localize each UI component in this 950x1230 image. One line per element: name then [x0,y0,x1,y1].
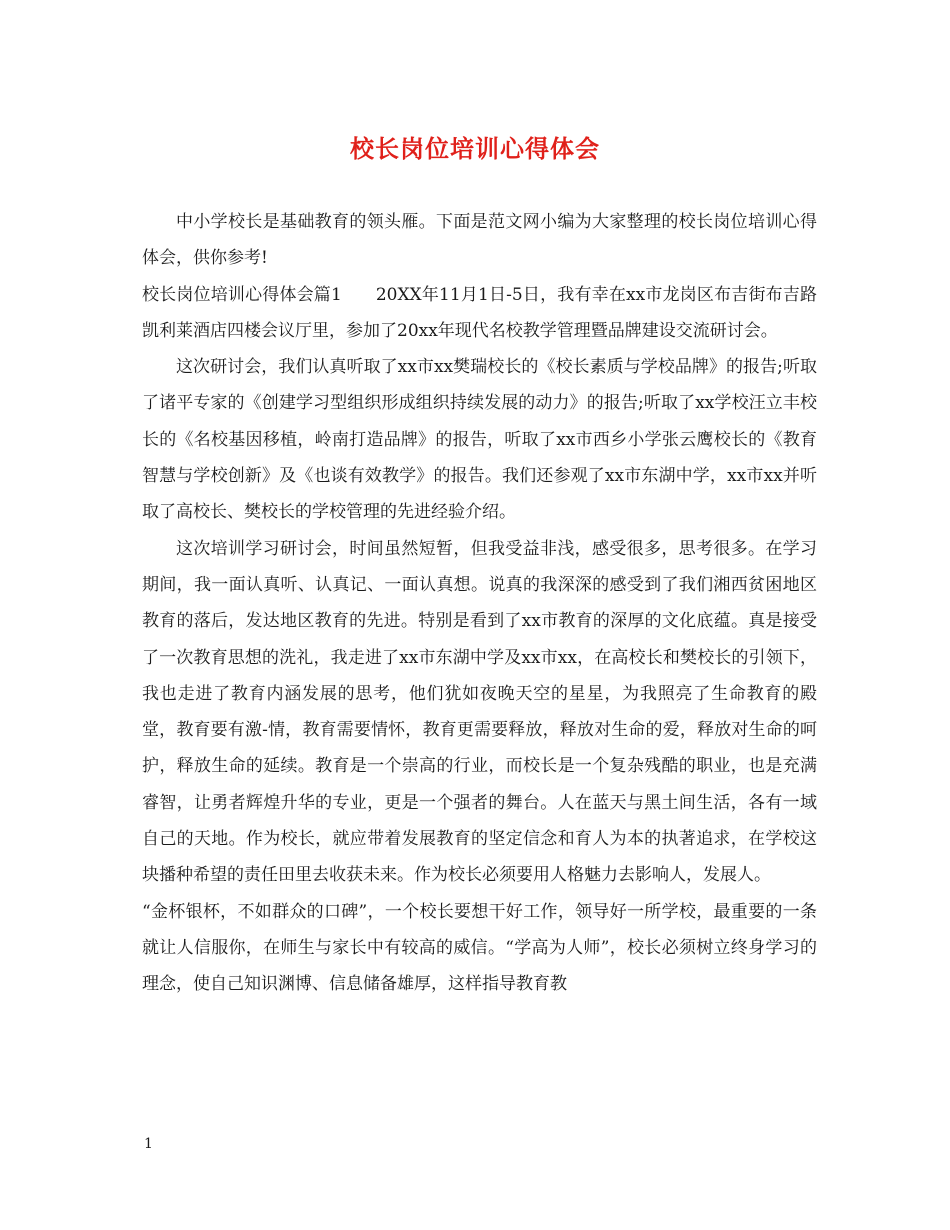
section-heading: 校长岗位培训心得体会篇1 [142,284,342,305]
section-1-text: 20XX年11月1日-5日，我有幸在xx市龙岗区布吉街布吉路凯利莱酒店四楼会议厅里，参加了20xx年现代名校教学管理暨品牌建设交流研讨会。 [142,284,817,341]
document-title: 校长岗位培训心得体会 [350,134,600,163]
seminar-paragraph: 这次研讨会，我们认真听取了xx市xx樊瑞校长的《校长素质与学校品牌》的报告;听取了诸平专家的《创建学习型组织形成组织持续发展的动力》的报告;听取了xx学校汪立丰校长的《名校基因移植，岭南打造品牌》的报告，听取了xx市西乡小学张云鹰校长的《教育智慧与学校创新》及《也谈有效教学》的报告。我们还参观了xx市东湖中学，xx市xx并听取了高校长、樊校长的学校管理的先进经验介绍。 [142,357,817,523]
reputation-paragraph: “金杯银杯，不如群众的口碑”，一个校长要想干好工作，领导好一所学校，最重要的一条就让人信服你，在师生与家长中有较高的威信。“学高为人师”，校长必须树立终身学习的理念，使自己知识渊博、信息储备雄厚，这样指导教育教 [142,901,817,995]
document-body [142,204,817,1003]
reflection-paragraph: 这次培训学习研讨会，时间虽然短暂，但我受益非浅，感受很多，思考很多。在学习期间，我一面认真听、认真记、一面认真想。说真的我深深的感受到了我们湘西贫困地区教育的落后，发达地区教育的先进。特别是看到了xx市教育的深厚的文化底蕴。真是接受了一次教育思想的洗礼，我走进了xx市东湖中学及xx市xx，在高校长和樊校长的引领下，我也走进了教育内涵发展的思考，他们犹如夜晚天空的星星，为我照亮了生命教育的殿堂，教育要有激-情，教育需要情怀，教育更需要释放，释放对生命的爱，释放对生命的呵护，释放生命的延续。教育是一个崇高的行业，而校长是一个复杂残酷的职业，也是充满睿智，让勇者辉煌升华的专业，更是一个强者的舞台。人在蓝天与黑土间生活，各有一域自己的天地。作为校长，就应带着发展教育的坚定信念和育人为本的执著追求，在学校这块播种希望的责任田里去收获未来。作为校长必须要用人格魅力去影响人，发展人。 [142,538,817,886]
page-number: 1 [144,1136,153,1152]
intro-paragraph: 中小学校长是基础教育的领头雁。下面是范文网小编为大家整理的校长岗位培训心得体会，供你参考! [142,212,817,269]
section-1-paragraph [142,277,817,350]
